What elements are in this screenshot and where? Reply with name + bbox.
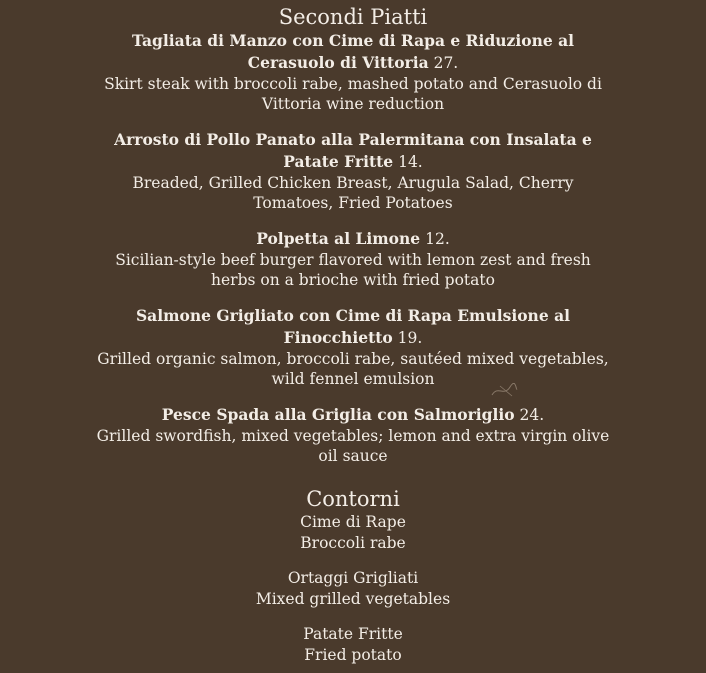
dish-description: Grilled swordfish, mixed vegetables; lemon and extra virgin olive oil sauce [96, 427, 610, 465]
section-title-contorni: Contorni [306, 487, 400, 511]
dish-item [93, 404, 613, 466]
dish-item [93, 30, 613, 114]
dish-description: Sicilian-style beef burger flavored with lemon zest and fresh herbs on a brioche with fried potato [115, 251, 591, 289]
side-item [0, 568, 706, 610]
dish-price: 19. [397, 329, 423, 347]
dish-name-line [93, 30, 613, 74]
dish-name-line [93, 305, 613, 349]
section-title-secondi: Secondi Piatti [278, 5, 428, 29]
decorative-flourish-icon [490, 383, 518, 399]
dish-name: Salmone Grigliato con Cime di Rapa Emulsione al Finocchietto [135, 306, 571, 347]
dish-price: 24. [519, 406, 545, 424]
side-name: Cime di Rape [300, 513, 406, 531]
side-item [0, 512, 706, 554]
dish-item [93, 228, 613, 290]
side-name: Ortaggi Grigliati [287, 569, 419, 587]
dish-name-line [93, 404, 613, 426]
side-description: Mixed grilled vegetables [255, 590, 451, 608]
dish-name: Arrosto di Pollo Panato alla Palermitana con Insalata e Patate Fritte [114, 130, 592, 171]
dish-name: Polpetta al Limone [256, 229, 421, 248]
dish-description: Skirt steak with broccoli rabe, mashed potato and Cerasuolo di Vittoria wine reduction [104, 75, 602, 113]
side-name: Patate Fritte [303, 625, 403, 643]
dish-price: 14. [398, 153, 423, 171]
dish-description: Breaded, Grilled Chicken Breast, Arugula Salad, Cherry Tomatoes, Fried Potatoes [132, 174, 574, 212]
side-item [0, 624, 706, 666]
dish-price: 12. [425, 230, 450, 248]
side-description: Broccoli rabe [300, 534, 406, 552]
dish-name: Tagliata di Manzo con Cime di Rapa e Riduzione al Cerasuolo di Vittoria [131, 31, 575, 72]
dish-item [93, 129, 613, 213]
dish-description: Grilled organic salmon, broccoli rabe, sautéed mixed vegetables, wild fennel emulsion [97, 350, 609, 388]
dish-item [93, 305, 613, 389]
dish-price: 27. [433, 54, 459, 72]
dish-name: Pesce Spada alla Griglia con Salmoriglio [161, 405, 515, 424]
dish-name-line [93, 228, 613, 250]
dish-name-line [93, 129, 613, 173]
side-description: Fried potato [304, 646, 402, 664]
